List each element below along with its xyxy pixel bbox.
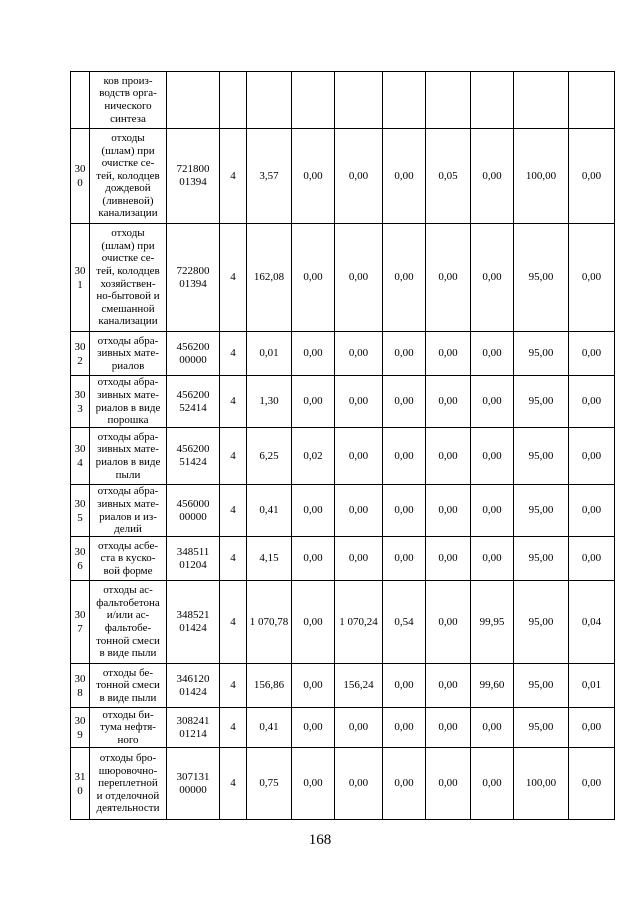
waste-name-line: тей, колодцев: [96, 169, 160, 182]
value-cell-1: 6,25: [247, 428, 292, 485]
value-cell-1: 3,57: [247, 129, 292, 224]
value-cell-2: 0,00: [292, 748, 335, 820]
table-row: [71, 748, 615, 820]
value-cell-8: 0,00: [569, 129, 615, 224]
value-cell-4: 0,00: [383, 708, 426, 748]
row-number-cell: 302: [71, 332, 90, 376]
waste-name-cell: [90, 428, 167, 485]
row-number-cell: 310: [71, 748, 90, 820]
waste-name-line: шюровочно-: [98, 764, 158, 777]
waste-name-line: очистке се-: [101, 252, 155, 265]
value-cell-1: 1 070,78: [247, 581, 292, 664]
value-cell-8: 0,04: [569, 581, 615, 664]
value-cell-6: 0,00: [471, 537, 514, 581]
value-cell-1: [247, 72, 292, 129]
hazard-class-cell: 4: [220, 428, 247, 485]
value-cell-1: 162,08: [247, 224, 292, 332]
waste-code-cell: 722800 01394: [167, 224, 220, 332]
value-cell-2: 0,00: [292, 376, 335, 428]
value-cell-3: 0,00: [335, 376, 383, 428]
waste-name-line: тонной смеси: [96, 679, 160, 692]
value-cell-3: 0,00: [335, 537, 383, 581]
waste-name-line: фальтобе-: [104, 622, 152, 634]
table-row: [71, 537, 615, 581]
value-cell-4: [383, 72, 426, 129]
value-cell-7: 95,00: [514, 376, 569, 428]
waste-code-cell: 456200 00000: [167, 332, 220, 376]
row-number-cell: 307: [71, 581, 90, 664]
waste-name-line: дождевой: [105, 182, 151, 195]
value-cell-8: [569, 72, 615, 129]
value-cell-4: 0,54: [383, 581, 426, 664]
value-cell-2: 0,00: [292, 129, 335, 224]
waste-name-line: канализации: [98, 315, 158, 328]
waste-name-line: делий: [114, 523, 142, 536]
waste-name-line: порошка: [107, 414, 149, 427]
hazard-class-cell: 4: [220, 129, 247, 224]
hazard-class-cell: 4: [220, 376, 247, 428]
value-cell-7: 95,00: [514, 708, 569, 748]
waste-name-line: синтеза: [110, 112, 146, 125]
waste-name-cell: [90, 72, 167, 129]
waste-code-cell: 348511 01204: [167, 537, 220, 581]
value-cell-4: 0,00: [383, 537, 426, 581]
value-cell-5: 0,00: [426, 376, 471, 428]
waste-name-line: хозяйствен-: [100, 277, 156, 290]
waste-name-line: отходы абра-: [97, 430, 159, 443]
waste-name-line: очистке се-: [101, 157, 155, 170]
waste-name-line: отходы асбе-: [97, 539, 159, 552]
value-cell-2: [292, 72, 335, 129]
value-cell-5: 0,00: [426, 581, 471, 664]
waste-name-line: риалов и из-: [99, 510, 157, 523]
waste-name-cell: [90, 748, 167, 820]
waste-name-line: риалов в виде: [95, 456, 161, 468]
waste-name-line: в виде пыли: [99, 691, 157, 704]
value-cell-8: 0,01: [569, 664, 615, 708]
row-number-cell: 309: [71, 708, 90, 748]
hazard-class-cell: [220, 72, 247, 129]
hazard-class-cell: 4: [220, 708, 247, 748]
waste-code-cell: 456200 51424: [167, 428, 220, 485]
value-cell-4: 0,00: [383, 664, 426, 708]
table-row: [71, 581, 615, 664]
waste-name-line: и/или ас-: [106, 609, 150, 622]
waste-code-cell: [167, 72, 220, 129]
waste-name-line: отходы абра-: [97, 376, 159, 389]
value-cell-4: 0,00: [383, 376, 426, 428]
hazard-class-cell: 4: [220, 537, 247, 581]
value-cell-8: 0,00: [569, 428, 615, 485]
value-cell-6: 0,00: [471, 224, 514, 332]
table-row: [71, 224, 615, 332]
row-number-cell: 300: [71, 129, 90, 224]
value-cell-5: 0,00: [426, 748, 471, 820]
value-cell-6: 0,00: [471, 485, 514, 537]
waste-code-cell: 456200 52414: [167, 376, 220, 428]
hazard-class-cell: 4: [220, 485, 247, 537]
value-cell-3: 1 070,24: [335, 581, 383, 664]
table-row: [71, 72, 615, 129]
value-cell-6: 0,00: [471, 332, 514, 376]
value-cell-5: 0,00: [426, 224, 471, 332]
value-cell-2: 0,00: [292, 664, 335, 708]
value-cell-6: 99,60: [471, 664, 514, 708]
value-cell-3: 0,00: [335, 485, 383, 537]
waste-code-cell: 346120 01424: [167, 664, 220, 708]
page-number: 168: [308, 832, 332, 848]
row-number-cell: 304: [71, 428, 90, 485]
waste-name-cell: [90, 224, 167, 332]
waste-name-line: риалов в виде: [95, 401, 161, 414]
value-cell-1: 1,30: [247, 376, 292, 428]
waste-name-line: зивных мате-: [97, 443, 159, 456]
value-cell-7: [514, 72, 569, 129]
value-cell-5: [426, 72, 471, 129]
waste-name-line: вой форме: [103, 564, 153, 577]
waste-name-line: отходы абра-: [97, 485, 159, 498]
table-row: [71, 332, 615, 376]
value-cell-7: 95,00: [514, 332, 569, 376]
value-cell-3: [335, 72, 383, 129]
value-cell-8: 0,00: [569, 708, 615, 748]
value-cell-1: 0,41: [247, 485, 292, 537]
value-cell-8: 0,00: [569, 537, 615, 581]
waste-name-line: но-бытовой и: [96, 290, 160, 303]
waste-name-line: ного: [117, 733, 139, 746]
waste-name-line: деятельности: [96, 802, 160, 815]
row-number-cell: [71, 72, 90, 129]
value-cell-8: 0,00: [569, 332, 615, 376]
waste-name-line: отходы абра-: [97, 334, 159, 347]
waste-name-line: тей, колодцев: [96, 264, 160, 277]
value-cell-3: 0,00: [335, 708, 383, 748]
waste-name-line: водств орга-: [99, 87, 157, 100]
waste-code-cell: 456000 00000: [167, 485, 220, 537]
value-cell-7: 95,00: [514, 537, 569, 581]
waste-name-cell: [90, 332, 167, 376]
value-cell-6: [471, 72, 514, 129]
value-cell-3: 0,00: [335, 428, 383, 485]
value-cell-7: 95,00: [514, 664, 569, 708]
waste-name-line: и отделочной: [96, 789, 160, 802]
value-cell-5: 0,00: [426, 537, 471, 581]
value-cell-3: 0,00: [335, 224, 383, 332]
value-cell-4: 0,00: [383, 428, 426, 485]
value-cell-7: 95,00: [514, 224, 569, 332]
value-cell-2: 0,02: [292, 428, 335, 485]
waste-name-cell: [90, 708, 167, 748]
value-cell-3: 0,00: [335, 332, 383, 376]
waste-name-line: канализации: [98, 207, 158, 220]
waste-code-cell: 307131 00000: [167, 748, 220, 820]
value-cell-6: 0,00: [471, 708, 514, 748]
hazard-class-cell: 4: [220, 581, 247, 664]
value-cell-8: 0,00: [569, 224, 615, 332]
row-number-cell: 306: [71, 537, 90, 581]
waste-name-line: пыли: [115, 468, 141, 481]
value-cell-6: 0,00: [471, 129, 514, 224]
waste-name-cell: [90, 129, 167, 224]
hazard-class-cell: 4: [220, 332, 247, 376]
waste-name-line: ста в куско-: [100, 552, 156, 565]
row-number-cell: 301: [71, 224, 90, 332]
value-cell-8: 0,00: [569, 748, 615, 820]
waste-name-line: переплетной: [98, 777, 158, 790]
waste-name-cell: [90, 664, 167, 708]
value-cell-7: 95,00: [514, 581, 569, 664]
value-cell-1: 0,01: [247, 332, 292, 376]
value-cell-1: 0,75: [247, 748, 292, 820]
row-number-cell: 303: [71, 376, 90, 428]
hazard-class-cell: 4: [220, 748, 247, 820]
value-cell-6: 0,00: [471, 428, 514, 485]
value-cell-5: 0,05: [426, 129, 471, 224]
value-cell-3: 156,24: [335, 664, 383, 708]
value-cell-6: 99,95: [471, 581, 514, 664]
waste-name-cell: [90, 376, 167, 428]
value-cell-1: 156,86: [247, 664, 292, 708]
value-cell-6: 0,00: [471, 748, 514, 820]
table-row: [71, 485, 615, 537]
table-row: [71, 664, 615, 708]
value-cell-2: 0,00: [292, 537, 335, 581]
row-number-cell: 305: [71, 485, 90, 537]
waste-code-cell: 721800 01394: [167, 129, 220, 224]
waste-name-line: в виде пыли: [99, 647, 157, 660]
waste-name-line: зивных мате-: [97, 388, 159, 401]
value-cell-4: 0,00: [383, 748, 426, 820]
waste-name-line: (шлам) при: [101, 144, 155, 157]
waste-name-line: смешанной: [101, 302, 155, 315]
table-row: [71, 428, 615, 485]
value-cell-5: 0,00: [426, 332, 471, 376]
value-cell-4: 0,00: [383, 485, 426, 537]
waste-name-line: отходы би-: [102, 708, 154, 721]
value-cell-5: 0,00: [426, 485, 471, 537]
waste-name-line: тума нефтя-: [100, 721, 156, 734]
value-cell-7: 100,00: [514, 129, 569, 224]
table-row: [71, 376, 615, 428]
waste-name-cell: [90, 581, 167, 664]
value-cell-3: 0,00: [335, 129, 383, 224]
value-cell-1: 4,15: [247, 537, 292, 581]
waste-name-line: (шлам) при: [101, 239, 155, 252]
table-row: [71, 708, 615, 748]
value-cell-5: 0,00: [426, 428, 471, 485]
waste-name-line: зивных мате-: [97, 347, 159, 360]
waste-code-cell: 308241 01214: [167, 708, 220, 748]
waste-name-line: риалов: [111, 359, 145, 372]
hazard-class-cell: 4: [220, 224, 247, 332]
value-cell-1: 0,41: [247, 708, 292, 748]
waste-name-line: (ливневой): [102, 194, 154, 207]
value-cell-2: 0,00: [292, 485, 335, 537]
table-row: [71, 129, 615, 224]
waste-name-line: ков произ-: [103, 74, 153, 87]
waste-code-cell: 348521 01424: [167, 581, 220, 664]
waste-name-line: нического: [104, 100, 152, 112]
value-cell-5: 0,00: [426, 708, 471, 748]
waste-name-line: зивных мате-: [97, 497, 159, 510]
waste-name-line: отходы бе-: [102, 666, 154, 679]
value-cell-8: 0,00: [569, 485, 615, 537]
value-cell-7: 95,00: [514, 428, 569, 485]
waste-name-line: отходы ас-: [103, 584, 153, 597]
value-cell-2: 0,00: [292, 224, 335, 332]
waste-name-line: отходы бро-: [99, 752, 157, 765]
value-cell-6: 0,00: [471, 376, 514, 428]
waste-name-line: отходы: [111, 131, 145, 144]
value-cell-7: 95,00: [514, 485, 569, 537]
value-cell-2: 0,00: [292, 708, 335, 748]
value-cell-4: 0,00: [383, 332, 426, 376]
hazard-class-cell: 4: [220, 664, 247, 708]
waste-name-line: тонной смеси: [96, 634, 160, 647]
value-cell-4: 0,00: [383, 224, 426, 332]
waste-name-line: отходы: [111, 227, 145, 240]
value-cell-3: 0,00: [335, 748, 383, 820]
value-cell-8: 0,00: [569, 376, 615, 428]
value-cell-4: 0,00: [383, 129, 426, 224]
row-number-cell: 308: [71, 664, 90, 708]
waste-name-cell: [90, 537, 167, 581]
value-cell-7: 100,00: [514, 748, 569, 820]
value-cell-2: 0,00: [292, 581, 335, 664]
waste-table: [70, 71, 615, 820]
value-cell-2: 0,00: [292, 332, 335, 376]
waste-name-cell: [90, 485, 167, 537]
value-cell-5: 0,00: [426, 664, 471, 708]
waste-name-line: фальтобетона: [96, 596, 160, 609]
